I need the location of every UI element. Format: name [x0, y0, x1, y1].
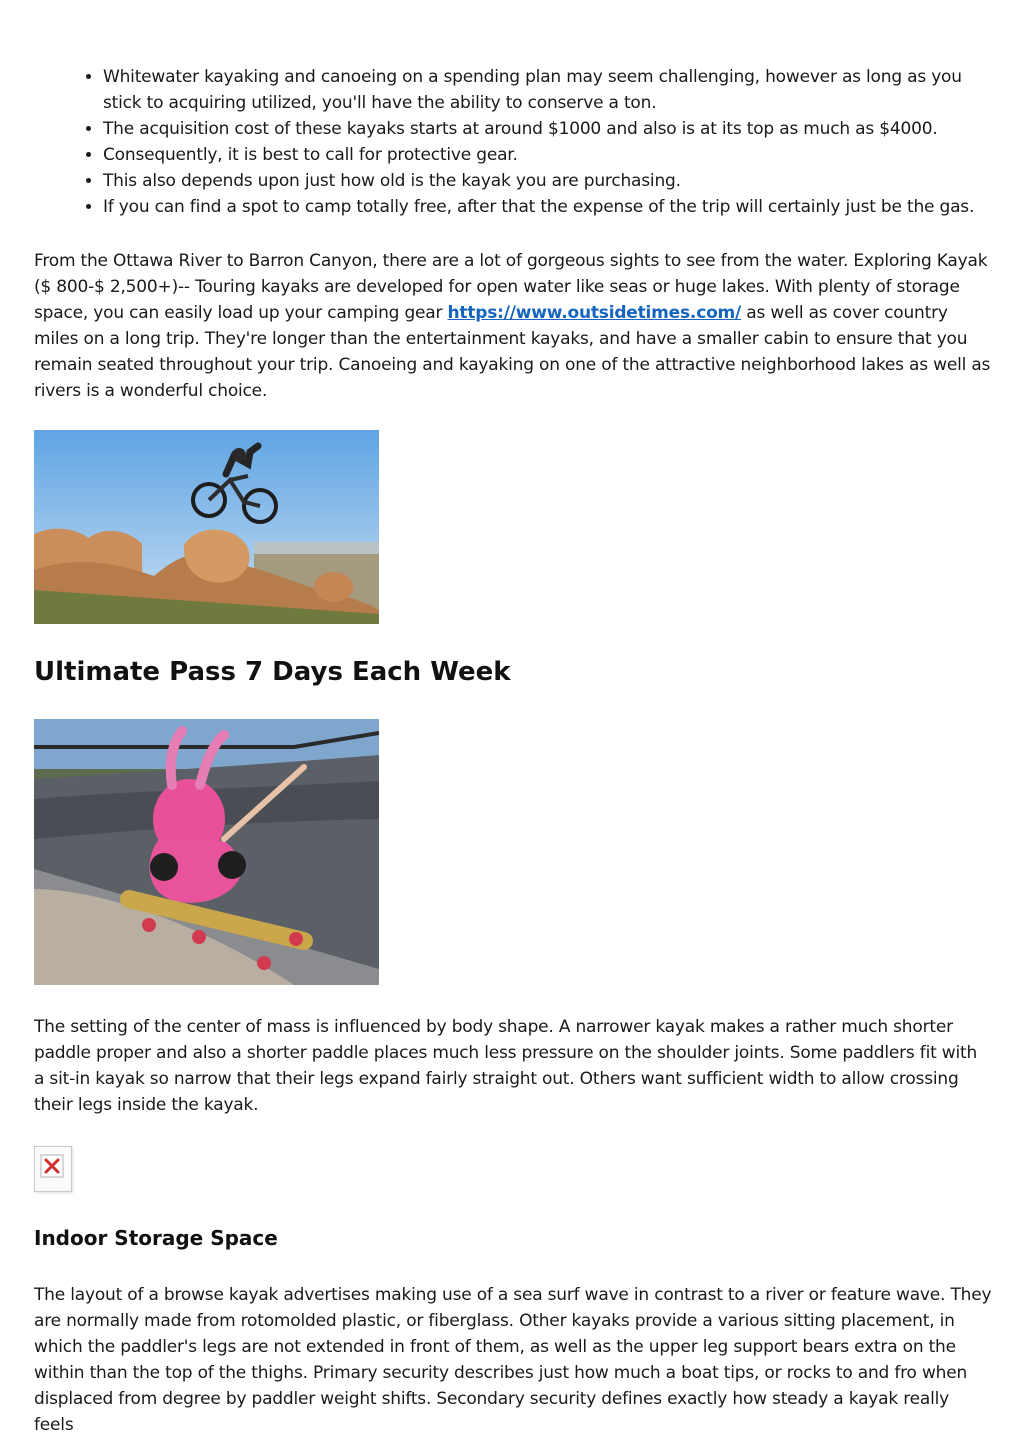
broken-image-icon — [35, 1147, 71, 1191]
broken-image-placeholder — [34, 1146, 72, 1192]
skateboard-photo — [34, 719, 379, 985]
paragraph-center-of-mass: The setting of the center of mass is influenced by body shape. A narrower kayak makes a rather much shorter paddle proper and also a shorter paddle places much less pressure on the shoulder joints. Some paddlers fit with a sit-in kayak so narrow that their legs expand fairly straight out. Others want sufficient width to allow crossing their legs inside the kayak. — [34, 1017, 978, 1115]
paragraph-browse-kayak: The layout of a browse kayak advertises making use of a sea surf wave in contrast to a river or feature wave. They are normally made from rotomolded plastic, or fiberglass. Other kayaks provide a various sitting placement, in which the paddler's legs are not extended in front of them, as well as the upper leg support bears extra on the within than the top of the thighs. Primary security describes just how much a boat tips, or rocks to and fro when displaced from degree by paddler weight shifts. Secondary security defines exactly how steady a kayak really feels — [34, 1285, 992, 1435]
paragraph-text: From the Ottawa River to Barron Canyon, there are a lot of gorgeous sights to see from the water. Exploring Kayak ($ 800-$ 2,500+)-- Touring kayaks are developed for open water like seas or huge lakes. With plenty of storage space, you can easily load up your camping gear — [34, 251, 988, 323]
section-heading-ultimate-pass: Ultimate Pass 7 Days Each Week — [34, 657, 511, 687]
skateboard-illustration — [34, 719, 379, 985]
list-item: • If you can find a spot to camp totally free, after that the expense of the trip will certainly just be the gas. — [103, 194, 1003, 220]
list-item: • This also depends upon just how old is the kayak you are purchasing. — [103, 168, 1003, 194]
bullet-list — [85, 64, 1003, 220]
mountain-bike-photo — [34, 430, 379, 624]
mountain-bike-illustration — [34, 430, 379, 624]
paragraph-text: as well as cover country miles on a long trip. They're longer than the entertainment kayaks, and have a smaller cabin to ensure that you remain seated throughout your trip. Canoeing and kayaking on one of the attractive neighborhood lakes as well as rivers is a wonderful choice. — [34, 303, 991, 401]
list-item: • The acquisition cost of these kayaks starts at around $1000 and also is at its top as much as $4000. — [103, 116, 1003, 142]
section-heading-indoor-storage: Indoor Storage Space — [34, 1226, 278, 1250]
list-item: • Whitewater kayaking and canoeing on a spending plan may seem challenging, however as long as you stick to acquiring utilized, you'll have the ability to conserve a ton. — [103, 64, 1003, 116]
paragraph-ottawa-river — [34, 248, 992, 404]
outsidetimes-link[interactable]: https://www.outsidetimes.com/ — [447, 303, 742, 323]
list-item: • Consequently, it is best to call for protective gear. — [103, 142, 1003, 168]
